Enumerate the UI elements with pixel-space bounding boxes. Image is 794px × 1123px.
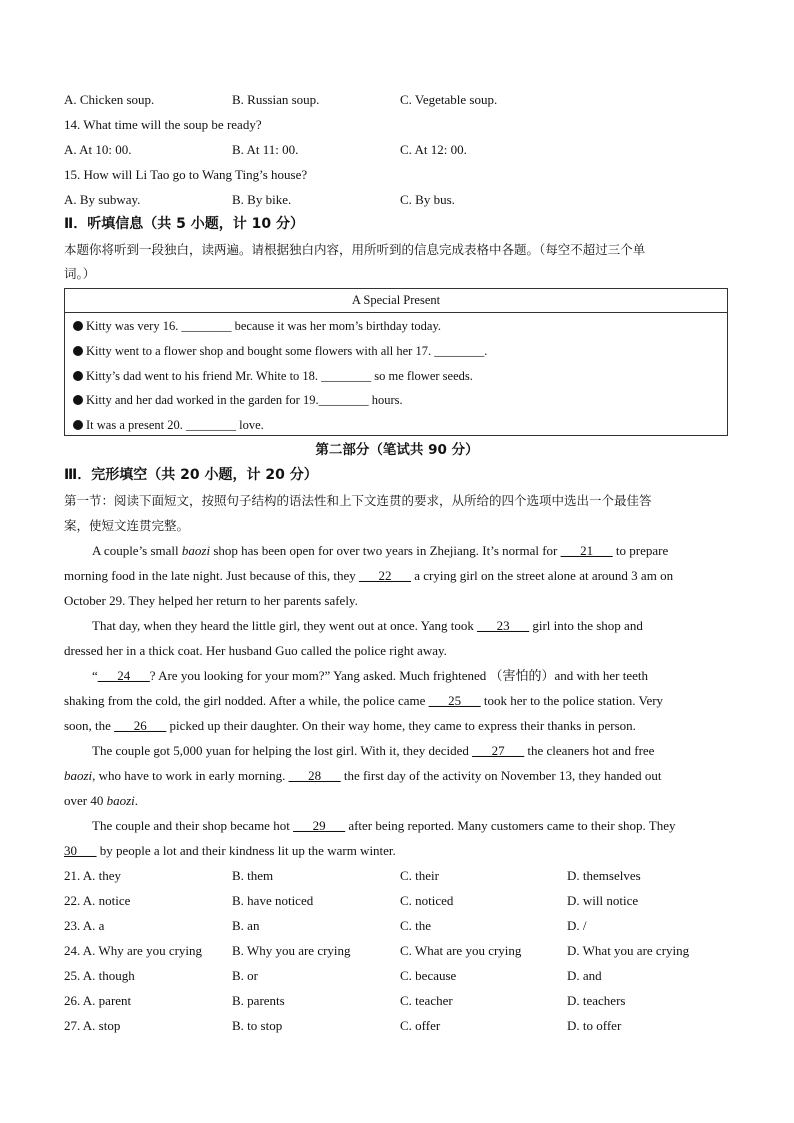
- q14-option-c: C. At 12: 00.: [400, 142, 467, 157]
- option-a: 22. A. notice: [64, 893, 131, 908]
- option-b: B. to stop: [232, 1018, 283, 1033]
- option-c: C. offer: [400, 1018, 441, 1033]
- question-options: [64, 938, 730, 963]
- bullet-icon: [73, 420, 83, 430]
- blank-23: ___23___: [477, 618, 530, 633]
- bullet-icon: [73, 395, 83, 405]
- table-row: [73, 314, 441, 339]
- table-row: [73, 388, 403, 413]
- blank-21: ___21___: [560, 543, 613, 558]
- option-c: C. their: [400, 868, 439, 883]
- row-text: Kitty’s dad went to his friend Mr. White to 18. ________ so me flower seeds.: [86, 369, 473, 383]
- row-text: It was a present 20. ________ love.: [86, 418, 264, 432]
- option-b: B. parents: [232, 993, 285, 1008]
- section2-instruction-cont: 词。）: [64, 266, 96, 281]
- option-c: C. because: [400, 968, 457, 983]
- option-c: C. noticed: [400, 893, 454, 908]
- q15-options: [64, 187, 730, 212]
- option-b: B. or: [232, 968, 258, 983]
- option-c: C. What are you crying: [400, 943, 522, 958]
- q13-option-a: A. Chicken soup.: [64, 92, 155, 107]
- blank-22: ___22___: [358, 568, 411, 583]
- blank-26: ___26___: [114, 718, 167, 733]
- question-options: [64, 988, 730, 1013]
- baozi-term: baozi: [64, 768, 93, 783]
- question-options: [64, 1013, 730, 1038]
- passage-line: dressed her in a thick coat. Her husband Guo called the police right away.: [64, 643, 447, 658]
- option-b: B. Why you are crying: [232, 943, 351, 958]
- bullet-icon: [73, 346, 83, 356]
- table-row: [73, 364, 473, 389]
- q14-option-b: B. At 11: 00.: [232, 142, 299, 157]
- q13-options: [64, 87, 730, 112]
- option-d: D. to offer: [567, 1018, 622, 1033]
- passage-line: “___24___? Are you looking for your mom?” Yang asked. Much frightened （害怕的）and with her teeth: [92, 668, 649, 683]
- blank-30: 30___: [64, 843, 97, 858]
- blank-28: ___28___: [288, 768, 341, 783]
- section2-heading: Ⅱ．听填信息（共 5 小题，计 10 分）: [64, 216, 304, 232]
- option-d: D. will notice: [567, 893, 639, 908]
- option-d: D. and: [567, 968, 602, 983]
- passage-line: shaking from the cold, the girl nodded. After a while, the police came ___25___ took her to the police station. Very: [64, 693, 664, 708]
- row-text: Kitty and her dad worked in the garden for 19.________ hours.: [86, 393, 403, 407]
- option-d: D. teachers: [567, 993, 626, 1008]
- q14-options: [64, 137, 730, 162]
- passage-line: That day, when they heard the little girl, they went out at once. Yang took ___23___ girl into the shop and: [92, 618, 643, 633]
- table-row: [73, 413, 264, 438]
- passage-line: The couple and their shop became hot ___29___ after being reported. Many customers came to their shop. They: [92, 818, 676, 833]
- bullet-icon: [73, 371, 83, 381]
- passage-line: October 29. They helped her return to her parents safely.: [64, 593, 358, 608]
- q14-question: 14. What time will the soup be ready?: [64, 117, 262, 132]
- blank-24: ___24___: [97, 668, 150, 683]
- section3-instruction-cont: 案，使短文连贯完整。: [64, 518, 190, 533]
- passage-line: 30___ by people a lot and their kindness lit up the warm winter.: [64, 843, 396, 858]
- q15-option-a: A. By subway.: [64, 192, 141, 207]
- option-b: B. an: [232, 918, 260, 933]
- option-d: D. /: [567, 918, 587, 933]
- blank-29: ___29___: [293, 818, 346, 833]
- table-title: A Special Present: [65, 289, 727, 313]
- option-b: B. them: [232, 868, 274, 883]
- question-options: [64, 888, 730, 913]
- section3-instruction: 第一节：阅读下面短文，按照句子结构的语法性和上下文连贯的要求，从所给的四个选项中选出一个最佳答: [64, 493, 652, 508]
- part2-heading: 第二部分（笔试共 90 分）: [315, 442, 479, 458]
- bullet-icon: [73, 321, 83, 331]
- option-b: B. have noticed: [232, 893, 314, 908]
- baozi-term: baozi: [106, 793, 135, 808]
- option-a: 21. A. they: [64, 868, 122, 883]
- q14-option-a: A. At 10: 00.: [64, 142, 132, 157]
- section3-heading: Ⅲ．完形填空（共 20 小题，计 20 分）: [64, 467, 318, 483]
- section2-instruction: 本题你将听到一段独白，读两遍。请根据独白内容，用所听到的信息完成表格中各题。（每空不超过三个单: [64, 242, 646, 257]
- option-c: C. the: [400, 918, 432, 933]
- table-row: [73, 339, 487, 364]
- row-text: Kitty was very 16. ________ because it was her mom’s birthday today.: [86, 319, 442, 333]
- option-d: D. themselves: [567, 868, 641, 883]
- passage-line: over 40 baozi.: [64, 793, 139, 808]
- option-d: D. What you are crying: [567, 943, 690, 958]
- option-a: 25. A. though: [64, 968, 135, 983]
- question-options: [64, 863, 730, 888]
- question-options: [64, 963, 730, 988]
- passage-line: morning food in the late night. Just because of this, they ___22___ a crying girl on the street alone at around 3 am on: [64, 568, 674, 583]
- question-options: [64, 913, 730, 938]
- option-c: C. teacher: [400, 993, 453, 1008]
- q15-option-b: B. By bike.: [232, 192, 292, 207]
- option-a: 24. A. Why are you crying: [64, 943, 203, 958]
- blank-25: ___25___: [428, 693, 481, 708]
- passage-line: baozi, who have to work in early morning. ___28___ the first day of the activity on November 13, they handed out: [64, 768, 662, 783]
- row-text: Kitty went to a flower shop and bought some flowers with all her 17. ________.: [86, 344, 488, 358]
- q13-option-c: C. Vegetable soup.: [400, 92, 498, 107]
- passage-line: soon, the ___26___ picked up their daughter. On their way home, they came to express their thanks in person.: [64, 718, 636, 733]
- blank-27: ___27___: [472, 743, 525, 758]
- baozi-term: baozi: [181, 543, 211, 558]
- q13-option-b: B. Russian soup.: [232, 92, 320, 107]
- option-a: 26. A. parent: [64, 993, 132, 1008]
- passage-line: The couple got 5,000 yuan for helping the lost girl. With it, they decided ___27___ the cleaners hot and free: [92, 743, 655, 758]
- option-a: 23. A. a: [64, 918, 105, 933]
- option-a: 27. A. stop: [64, 1018, 121, 1033]
- info-table: [64, 288, 728, 436]
- q15-option-c: C. By bus.: [400, 192, 455, 207]
- passage-line: A couple’s small baozi shop has been open for over two years in Zhejiang. It’s normal for ___21___ to prepare: [92, 543, 669, 558]
- q15-question: 15. How will Li Tao go to Wang Ting’s house?: [64, 167, 308, 182]
